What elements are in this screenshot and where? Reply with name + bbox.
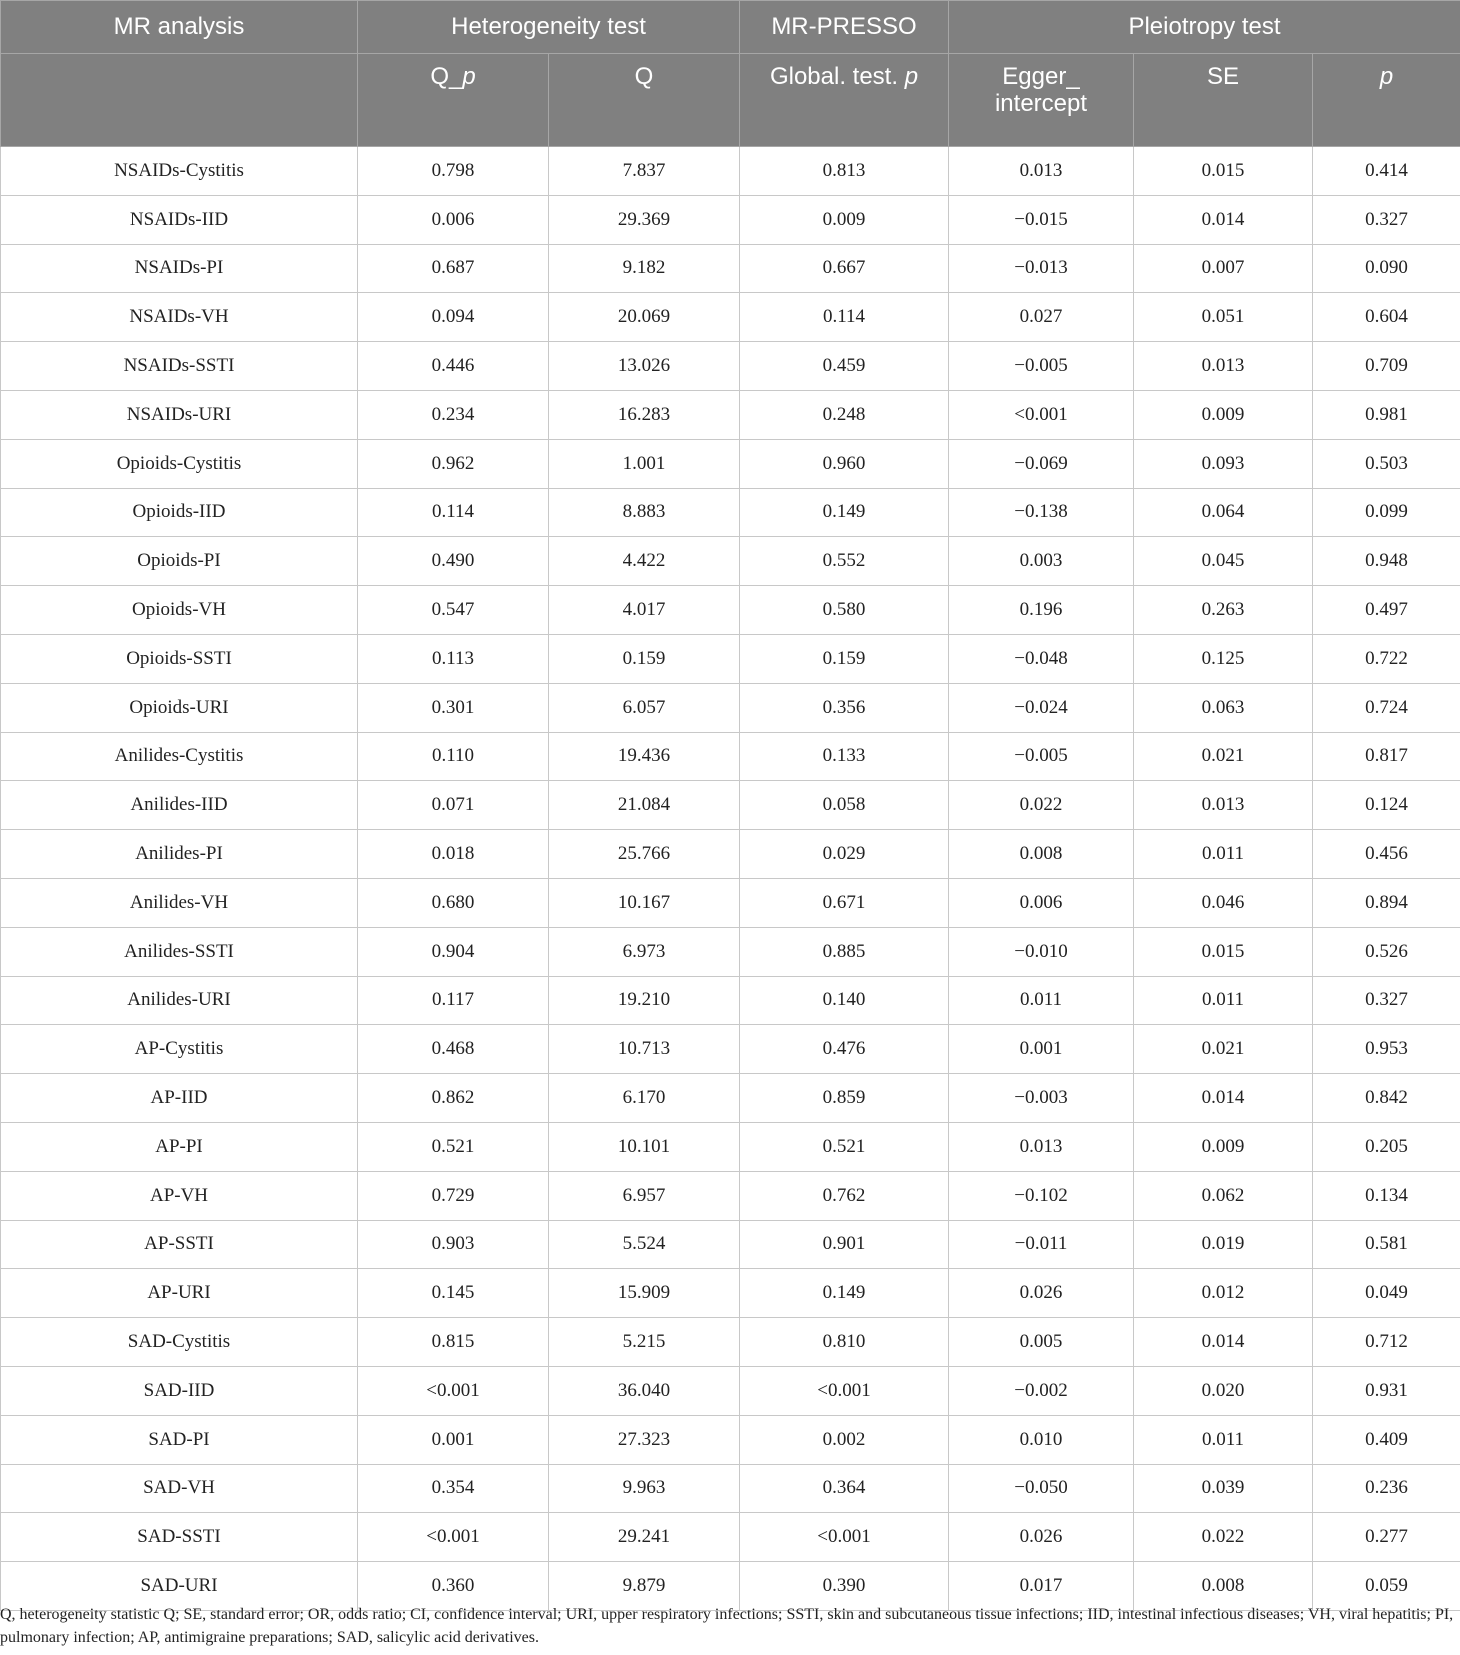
table-row <box>1 147 1460 196</box>
col-group-mr-analysis: MR analysis <box>1 1 358 54</box>
q-cell: 1.001 <box>549 439 740 488</box>
global-test-p-cell: 0.667 <box>740 244 949 293</box>
egger-intercept-cell: −0.005 <box>949 342 1134 391</box>
table-row <box>1 439 1460 488</box>
q-p-cell: 0.354 <box>358 1464 549 1513</box>
subcol-q: Q <box>549 54 740 147</box>
table-row <box>1 1415 1460 1464</box>
p-cell: 0.099 <box>1313 488 1460 537</box>
header-group-row <box>1 1 1460 54</box>
se-cell: 0.009 <box>1134 390 1313 439</box>
table-footnote: Q, heterogeneity statistic Q; SE, standard error; OR, odds ratio; CI, confidence interval; URI, upper respiratory infections; SSTI, skin and subcutaneous tissue infections; IID, intestinal infectious diseases; VH, viral hepatitis; PI, pulmonary infection; AP, antimigraine preparations; SAD, salicylic acid derivatives. <box>0 1606 1454 1647</box>
global-test-p-cell: 0.140 <box>740 976 949 1025</box>
q-cell: 15.909 <box>549 1269 740 1318</box>
global-test-p-cell: 0.058 <box>740 781 949 830</box>
q-p-cell: 0.110 <box>358 732 549 781</box>
egger-intercept-cell: 0.027 <box>949 293 1134 342</box>
p-cell: 0.817 <box>1313 732 1460 781</box>
subcol-blank <box>1 54 358 147</box>
mr-analysis-cell: AP-IID <box>1 1074 358 1123</box>
p-cell: 0.124 <box>1313 781 1460 830</box>
p-cell: 0.236 <box>1313 1464 1460 1513</box>
se-cell: 0.013 <box>1134 342 1313 391</box>
p-cell: 0.981 <box>1313 390 1460 439</box>
global-test-p-cell: 0.149 <box>740 1269 949 1318</box>
global-test-p-cell: 0.364 <box>740 1464 949 1513</box>
se-cell: 0.014 <box>1134 1074 1313 1123</box>
p-cell: 0.049 <box>1313 1269 1460 1318</box>
se-cell: 0.046 <box>1134 878 1313 927</box>
global-test-p-cell: 0.885 <box>740 927 949 976</box>
table-row <box>1 878 1460 927</box>
table-row <box>1 244 1460 293</box>
table-row <box>1 488 1460 537</box>
p-cell: 0.134 <box>1313 1171 1460 1220</box>
table-row <box>1 1171 1460 1220</box>
egger-intercept-cell: 0.008 <box>949 830 1134 879</box>
egger-intercept-cell: −0.013 <box>949 244 1134 293</box>
p-cell: 0.724 <box>1313 683 1460 732</box>
q-cell: 7.837 <box>549 147 740 196</box>
subcol-global-test-p: Global. test. p <box>740 54 949 147</box>
table-row <box>1 342 1460 391</box>
p-cell: 0.581 <box>1313 1220 1460 1269</box>
q-p-cell: 0.798 <box>358 147 549 196</box>
mr-analysis-cell: NSAIDs-PI <box>1 244 358 293</box>
se-cell: 0.011 <box>1134 830 1313 879</box>
p-cell: 0.205 <box>1313 1122 1460 1171</box>
table-row <box>1 927 1460 976</box>
global-test-p-cell: <0.001 <box>740 1513 949 1562</box>
p-cell: 0.090 <box>1313 244 1460 293</box>
header-subcolumn-row <box>1 54 1460 147</box>
se-cell: 0.051 <box>1134 293 1313 342</box>
mr-analysis-cell: NSAIDs-VH <box>1 293 358 342</box>
p-cell: 0.948 <box>1313 537 1460 586</box>
table-row <box>1 390 1460 439</box>
p-cell: 0.894 <box>1313 878 1460 927</box>
table-row <box>1 683 1460 732</box>
mr-analysis-cell: Anilides-VH <box>1 878 358 927</box>
global-test-p-cell: 0.009 <box>740 195 949 244</box>
q-p-cell: 0.114 <box>358 488 549 537</box>
q-cell: 29.369 <box>549 195 740 244</box>
q-p-cell: 0.071 <box>358 781 549 830</box>
q-p-cell: 0.521 <box>358 1122 549 1171</box>
q-p-cell: 0.815 <box>358 1318 549 1367</box>
se-cell: 0.019 <box>1134 1220 1313 1269</box>
q-cell: 8.883 <box>549 488 740 537</box>
egger-intercept-cell: −0.015 <box>949 195 1134 244</box>
q-cell: 5.524 <box>549 1220 740 1269</box>
se-cell: 0.020 <box>1134 1366 1313 1415</box>
table-row <box>1 732 1460 781</box>
table-row <box>1 1269 1460 1318</box>
subcol-egger-intercept: Egger_ intercept <box>949 54 1134 147</box>
se-cell: 0.008 <box>1134 1562 1313 1611</box>
egger-intercept-cell: −0.102 <box>949 1171 1134 1220</box>
global-test-p-cell: 0.149 <box>740 488 949 537</box>
se-cell: 0.007 <box>1134 244 1313 293</box>
q-p-cell: 0.018 <box>358 830 549 879</box>
p-cell: 0.456 <box>1313 830 1460 879</box>
q-p-cell: 0.468 <box>358 1025 549 1074</box>
q-cell: 9.182 <box>549 244 740 293</box>
mr-analysis-cell: AP-Cystitis <box>1 1025 358 1074</box>
p-cell: 0.497 <box>1313 586 1460 635</box>
table-row <box>1 781 1460 830</box>
global-test-p-cell: 0.810 <box>740 1318 949 1367</box>
mr-analysis-cell: Opioids-VH <box>1 586 358 635</box>
se-cell: 0.015 <box>1134 147 1313 196</box>
q-p-cell: 0.234 <box>358 390 549 439</box>
col-group-heterogeneity-test: Heterogeneity test <box>358 1 740 54</box>
mr-analysis-cell: AP-SSTI <box>1 1220 358 1269</box>
table-row <box>1 586 1460 635</box>
egger-intercept-cell: 0.003 <box>949 537 1134 586</box>
table-row <box>1 1220 1460 1269</box>
subcol-q-p: Q_p <box>358 54 549 147</box>
p-cell: 0.327 <box>1313 195 1460 244</box>
q-cell: 4.422 <box>549 537 740 586</box>
se-cell: 0.093 <box>1134 439 1313 488</box>
mr-analysis-cell: Anilides-IID <box>1 781 358 830</box>
table-row <box>1 195 1460 244</box>
se-cell: 0.064 <box>1134 488 1313 537</box>
mr-analysis-cell: NSAIDs-SSTI <box>1 342 358 391</box>
global-test-p-cell: 0.960 <box>740 439 949 488</box>
p-cell: 0.604 <box>1313 293 1460 342</box>
egger-intercept-cell: 0.196 <box>949 586 1134 635</box>
mr-analysis-cell: AP-VH <box>1 1171 358 1220</box>
q-p-cell: <0.001 <box>358 1513 549 1562</box>
egger-intercept-cell: 0.013 <box>949 1122 1134 1171</box>
mr-analysis-cell: NSAIDs-IID <box>1 195 358 244</box>
q-p-cell: 0.113 <box>358 634 549 683</box>
q-p-cell: 0.687 <box>358 244 549 293</box>
egger-intercept-cell: −0.010 <box>949 927 1134 976</box>
p-cell: 0.059 <box>1313 1562 1460 1611</box>
q-cell: 9.879 <box>549 1562 740 1611</box>
q-p-cell: 0.680 <box>358 878 549 927</box>
egger-intercept-cell: −0.005 <box>949 732 1134 781</box>
q-cell: 10.167 <box>549 878 740 927</box>
egger-intercept-cell: −0.011 <box>949 1220 1134 1269</box>
p-cell: 0.277 <box>1313 1513 1460 1562</box>
p-cell: 0.712 <box>1313 1318 1460 1367</box>
p-cell: 0.953 <box>1313 1025 1460 1074</box>
mr-analysis-cell: SAD-PI <box>1 1415 358 1464</box>
global-test-p-cell: 0.671 <box>740 878 949 927</box>
mr-analysis-cell: NSAIDs-URI <box>1 390 358 439</box>
table-row <box>1 1025 1460 1074</box>
q-cell: 6.057 <box>549 683 740 732</box>
egger-intercept-cell: −0.002 <box>949 1366 1134 1415</box>
global-test-p-cell: 0.762 <box>740 1171 949 1220</box>
se-cell: 0.013 <box>1134 781 1313 830</box>
egger-intercept-cell: 0.005 <box>949 1318 1134 1367</box>
global-test-p-cell: 0.356 <box>740 683 949 732</box>
mr-analysis-cell: SAD-VH <box>1 1464 358 1513</box>
mr-analysis-cell: SAD-URI <box>1 1562 358 1611</box>
q-p-cell: 0.729 <box>358 1171 549 1220</box>
p-cell: 0.327 <box>1313 976 1460 1025</box>
q-p-cell: 0.862 <box>358 1074 549 1123</box>
mr-analysis-cell: AP-PI <box>1 1122 358 1171</box>
p-cell: 0.409 <box>1313 1415 1460 1464</box>
q-cell: 10.101 <box>549 1122 740 1171</box>
q-cell: 36.040 <box>549 1366 740 1415</box>
p-cell: 0.722 <box>1313 634 1460 683</box>
q-p-cell: 0.490 <box>358 537 549 586</box>
q-cell: 6.957 <box>549 1171 740 1220</box>
se-cell: 0.021 <box>1134 1025 1313 1074</box>
se-cell: 0.014 <box>1134 195 1313 244</box>
se-cell: 0.045 <box>1134 537 1313 586</box>
egger-intercept-cell: −0.024 <box>949 683 1134 732</box>
global-test-p-cell: 0.476 <box>740 1025 949 1074</box>
q-p-cell: 0.006 <box>358 195 549 244</box>
egger-intercept-cell: <0.001 <box>949 390 1134 439</box>
q-p-cell: 0.301 <box>358 683 549 732</box>
se-cell: 0.015 <box>1134 927 1313 976</box>
p-cell: 0.414 <box>1313 147 1460 196</box>
egger-intercept-cell: 0.017 <box>949 1562 1134 1611</box>
egger-intercept-cell: 0.022 <box>949 781 1134 830</box>
col-group-pleiotropy-test: Pleiotropy test <box>949 1 1460 54</box>
q-cell: 5.215 <box>549 1318 740 1367</box>
table-row <box>1 1122 1460 1171</box>
global-test-p-cell: 0.813 <box>740 147 949 196</box>
se-cell: 0.022 <box>1134 1513 1313 1562</box>
q-cell: 27.323 <box>549 1415 740 1464</box>
egger-intercept-cell: 0.001 <box>949 1025 1134 1074</box>
global-test-p-cell: 0.901 <box>740 1220 949 1269</box>
egger-intercept-cell: 0.026 <box>949 1513 1134 1562</box>
q-cell: 10.713 <box>549 1025 740 1074</box>
p-cell: 0.503 <box>1313 439 1460 488</box>
global-test-p-cell: 0.002 <box>740 1415 949 1464</box>
mr-analysis-cell: Opioids-IID <box>1 488 358 537</box>
se-cell: 0.039 <box>1134 1464 1313 1513</box>
q-p-cell: 0.360 <box>358 1562 549 1611</box>
q-cell: 21.084 <box>549 781 740 830</box>
q-cell: 19.436 <box>549 732 740 781</box>
egger-intercept-cell: 0.011 <box>949 976 1134 1025</box>
q-cell: 19.210 <box>549 976 740 1025</box>
q-cell: 25.766 <box>549 830 740 879</box>
egger-intercept-cell: 0.026 <box>949 1269 1134 1318</box>
table-row <box>1 537 1460 586</box>
egger-intercept-cell: −0.003 <box>949 1074 1134 1123</box>
global-test-p-cell: 0.580 <box>740 586 949 635</box>
mr-analysis-cell: AP-URI <box>1 1269 358 1318</box>
q-p-cell: 0.001 <box>358 1415 549 1464</box>
mr-analysis-cell: Opioids-PI <box>1 537 358 586</box>
egger-intercept-cell: 0.013 <box>949 147 1134 196</box>
table-row <box>1 1464 1460 1513</box>
mr-analysis-cell: Anilides-Cystitis <box>1 732 358 781</box>
mr-analysis-cell: Opioids-SSTI <box>1 634 358 683</box>
table-row <box>1 1366 1460 1415</box>
mr-analysis-cell: Opioids-Cystitis <box>1 439 358 488</box>
egger-intercept-cell: −0.069 <box>949 439 1134 488</box>
table-row <box>1 634 1460 683</box>
se-cell: 0.011 <box>1134 976 1313 1025</box>
se-cell: 0.009 <box>1134 1122 1313 1171</box>
mr-analysis-cell: SAD-SSTI <box>1 1513 358 1562</box>
table-row <box>1 1513 1460 1562</box>
se-cell: 0.125 <box>1134 634 1313 683</box>
q-p-cell: 0.117 <box>358 976 549 1025</box>
global-test-p-cell: 0.521 <box>740 1122 949 1171</box>
se-cell: 0.021 <box>1134 732 1313 781</box>
q-cell: 29.241 <box>549 1513 740 1562</box>
q-cell: 6.973 <box>549 927 740 976</box>
se-cell: 0.063 <box>1134 683 1313 732</box>
mr-analysis-cell: Anilides-URI <box>1 976 358 1025</box>
q-p-cell: 0.547 <box>358 586 549 635</box>
q-p-cell: 0.962 <box>358 439 549 488</box>
table-row <box>1 293 1460 342</box>
table-row <box>1 830 1460 879</box>
q-p-cell: 0.145 <box>358 1269 549 1318</box>
q-cell: 16.283 <box>549 390 740 439</box>
q-cell: 6.170 <box>549 1074 740 1123</box>
table-row <box>1 1074 1460 1123</box>
q-cell: 9.963 <box>549 1464 740 1513</box>
q-cell: 4.017 <box>549 586 740 635</box>
q-p-cell: 0.903 <box>358 1220 549 1269</box>
egger-intercept-cell: −0.048 <box>949 634 1134 683</box>
global-test-p-cell: 0.552 <box>740 537 949 586</box>
global-test-p-cell: 0.029 <box>740 830 949 879</box>
table-row <box>1 1318 1460 1367</box>
global-test-p-cell: 0.159 <box>740 634 949 683</box>
p-cell: 0.931 <box>1313 1366 1460 1415</box>
global-test-p-cell: <0.001 <box>740 1366 949 1415</box>
q-p-cell: 0.094 <box>358 293 549 342</box>
egger-intercept-cell: −0.050 <box>949 1464 1134 1513</box>
se-cell: 0.062 <box>1134 1171 1313 1220</box>
p-cell: 0.709 <box>1313 342 1460 391</box>
mr-analysis-cell: Anilides-SSTI <box>1 927 358 976</box>
global-test-p-cell: 0.248 <box>740 390 949 439</box>
egger-intercept-cell: 0.006 <box>949 878 1134 927</box>
egger-intercept-cell: 0.010 <box>949 1415 1134 1464</box>
se-cell: 0.014 <box>1134 1318 1313 1367</box>
p-cell: 0.842 <box>1313 1074 1460 1123</box>
global-test-p-cell: 0.133 <box>740 732 949 781</box>
egger-intercept-cell: −0.138 <box>949 488 1134 537</box>
q-p-cell: 0.446 <box>358 342 549 391</box>
se-cell: 0.012 <box>1134 1269 1313 1318</box>
global-test-p-cell: 0.459 <box>740 342 949 391</box>
global-test-p-cell: 0.859 <box>740 1074 949 1123</box>
mr-analysis-cell: SAD-IID <box>1 1366 358 1415</box>
subcol-p: p <box>1313 54 1460 147</box>
q-p-cell: 0.904 <box>358 927 549 976</box>
global-test-p-cell: 0.390 <box>740 1562 949 1611</box>
se-cell: 0.011 <box>1134 1415 1313 1464</box>
q-cell: 20.069 <box>549 293 740 342</box>
table-row <box>1 976 1460 1025</box>
col-group-mr-presso: MR-PRESSO <box>740 1 949 54</box>
mr-analysis-cell: Opioids-URI <box>1 683 358 732</box>
q-cell: 0.159 <box>549 634 740 683</box>
mr-analysis-cell: SAD-Cystitis <box>1 1318 358 1367</box>
q-cell: 13.026 <box>549 342 740 391</box>
se-cell: 0.263 <box>1134 586 1313 635</box>
mr-analysis-cell: NSAIDs-Cystitis <box>1 147 358 196</box>
q-p-cell: <0.001 <box>358 1366 549 1415</box>
subcol-se: SE <box>1134 54 1313 147</box>
p-cell: 0.526 <box>1313 927 1460 976</box>
global-test-p-cell: 0.114 <box>740 293 949 342</box>
table-body <box>1 147 1460 1611</box>
mr-analysis-cell: Anilides-PI <box>1 830 358 879</box>
